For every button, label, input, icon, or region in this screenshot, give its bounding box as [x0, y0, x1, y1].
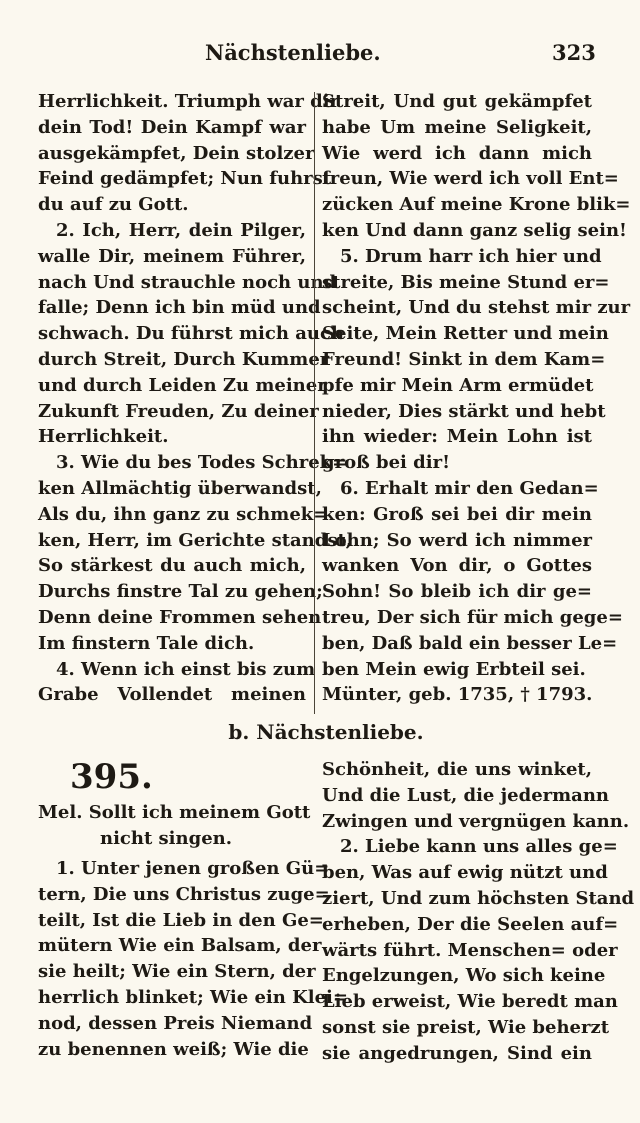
text-line: sie angedrungen, Sind ein [322, 1042, 592, 1064]
melody-line: nicht singen. [100, 828, 233, 849]
text-line: pfe mir Mein Arm ermüdet [322, 374, 594, 396]
text-line: Feind gedämpfet; Nun fuhrst [38, 168, 332, 190]
text-line: Engelzungen, Wo sich keine [322, 965, 606, 987]
text-line: ben Mein ewig Erbteil sei. [322, 658, 586, 680]
text-line: So stärkest du auch mich, [38, 555, 306, 577]
text-line: zu benennen weiß; Wie die [38, 1038, 309, 1060]
text-line: Schönheit, die uns winket, [322, 759, 592, 780]
text-line: 2. Ich, Herr, dein Pilger, [56, 219, 306, 241]
bottom-right-column [322, 757, 635, 1067]
page-header [0, 40, 640, 76]
text-line: teilt, Ist die Lieb in den Ge= [38, 909, 324, 931]
text-line: ken: Groß sei bei dir mein [322, 503, 592, 525]
text-line: Herrlichkeit. [38, 426, 169, 448]
hymn-number: 395. [70, 757, 153, 797]
text-line: zücken Auf meine Krone blik= [322, 194, 631, 216]
text-line: erheben, Der die Seelen auf= [322, 913, 619, 935]
text-line: Wie werd ich dann mich [322, 142, 592, 164]
text-line: Zwingen und vergnügen kann. [322, 810, 630, 832]
text-line: Streit, Und gut gekämpfet [322, 91, 592, 112]
text-line: Im finstern Tale dich. [38, 632, 255, 654]
text-line: tern, Die uns Christus zuge= [38, 883, 330, 905]
text-line: habe Um meine Seligkeit, [322, 116, 592, 138]
text-line: Sohn! So bleib ich dir ge= [322, 581, 592, 603]
text-line: ben, Was auf ewig nützt und [322, 862, 608, 884]
text-line: wanken Von dir, o Gottes [322, 555, 592, 577]
author-attribution: Münter, geb. 1735, † 1793. [322, 684, 593, 706]
text-line: streite, Bis meine Stund er= [322, 271, 610, 293]
text-line: du auf zu Gott. [38, 194, 189, 216]
text-line: falle; Denn ich bin müd und [38, 297, 321, 319]
text-line: ihn wieder: Mein Lohn ist [322, 426, 592, 448]
text-line: Zukunft Freuden, Zu deiner [38, 400, 319, 422]
text-line: walle Dir, meinem Führer, [38, 245, 306, 267]
text-line: nach Und strauchle noch und [38, 271, 337, 293]
text-line: ken Allmächtig überwandst, [38, 477, 322, 499]
text-line: Lieb erweist, Wie beredt man [322, 991, 618, 1013]
page-number: 323 [552, 40, 596, 65]
bottom-left-column [38, 856, 348, 1062]
text-line: Und die Lust, die jedermann [322, 784, 610, 806]
melody-line: Mel. Sollt ich meinem Gott [38, 802, 311, 823]
text-line: dein Tod! Dein Kampf war [38, 116, 306, 138]
text-line: 5. Drum harr ich hier und [340, 245, 602, 267]
text-line: scheint, Und du stehst mir zur [322, 297, 631, 319]
text-line: freun, Wie werd ich voll Ent= [322, 168, 619, 190]
text-line: wärts führt. Menschen= oder [322, 939, 618, 961]
text-line: 2. Liebe kann uns alles ge= [340, 836, 618, 858]
text-line: ben, Daß bald ein besser Le= [322, 632, 618, 654]
top-right-column [322, 89, 631, 708]
text-line: Seite, Mein Retter und mein [322, 323, 609, 345]
text-line: schwach. Du führst mich auch [38, 323, 344, 345]
text-line: ziert, Und zum höchsten Stand [322, 887, 635, 909]
text-line: herrlich blinket; Wie ein Klei= [38, 986, 348, 1008]
section-heading [0, 720, 640, 744]
text-line: Grabe Vollendet meinen [38, 684, 306, 706]
running-title: Nächstenliebe. [205, 40, 381, 65]
text-line: ken Und dann ganz selig sein! [322, 219, 627, 241]
text-line: nieder, Dies stärkt und hebt [322, 400, 606, 422]
text-line: 1. Unter jenen großen Gü= [56, 858, 330, 879]
text-line: 3. Wie du bes Todes Schrek= [56, 452, 348, 474]
text-line: mütern Wie ein Balsam, der [38, 935, 322, 957]
text-line: sonst sie preist, Wie beherzt [322, 1016, 610, 1038]
text-line: groß bei dir! [322, 452, 450, 474]
text-line: treu, Der sich für mich gege= [322, 606, 623, 628]
text-line: 6. Erhalt mir den Gedan= [340, 477, 599, 499]
text-line: Freund! Sinkt in dem Kam= [322, 348, 606, 370]
text-line: durch Streit, Durch Kummer [38, 348, 330, 370]
text-line: nod, dessen Preis Niemand [38, 1012, 313, 1034]
text-line: Durchs finstre Tal zu gehen; [38, 581, 323, 603]
text-line: ausgekämpfet, Dein stolzer [38, 142, 315, 164]
section-heading-text: b. Nächstenliebe. [228, 720, 424, 744]
text-line: Denn deine Frommen sehen [38, 606, 322, 628]
text-line: Herrlichkeit. Triumph war dir [38, 91, 340, 112]
text-line: ken, Herr, im Gerichte standst, [38, 529, 353, 551]
text-line: sie heilt; Wie ein Stern, der [38, 961, 316, 983]
text-line: 4. Wenn ich einst bis zum [56, 658, 316, 680]
text-line: Als du, ihn ganz zu schmek= [38, 503, 329, 525]
text-line: Lohn; So werd ich nimmer [322, 529, 592, 551]
text-line: und durch Leiden Zu meiner [38, 374, 327, 396]
melody-note [38, 800, 311, 852]
top-left-column [38, 89, 353, 708]
column-divider [314, 92, 315, 714]
